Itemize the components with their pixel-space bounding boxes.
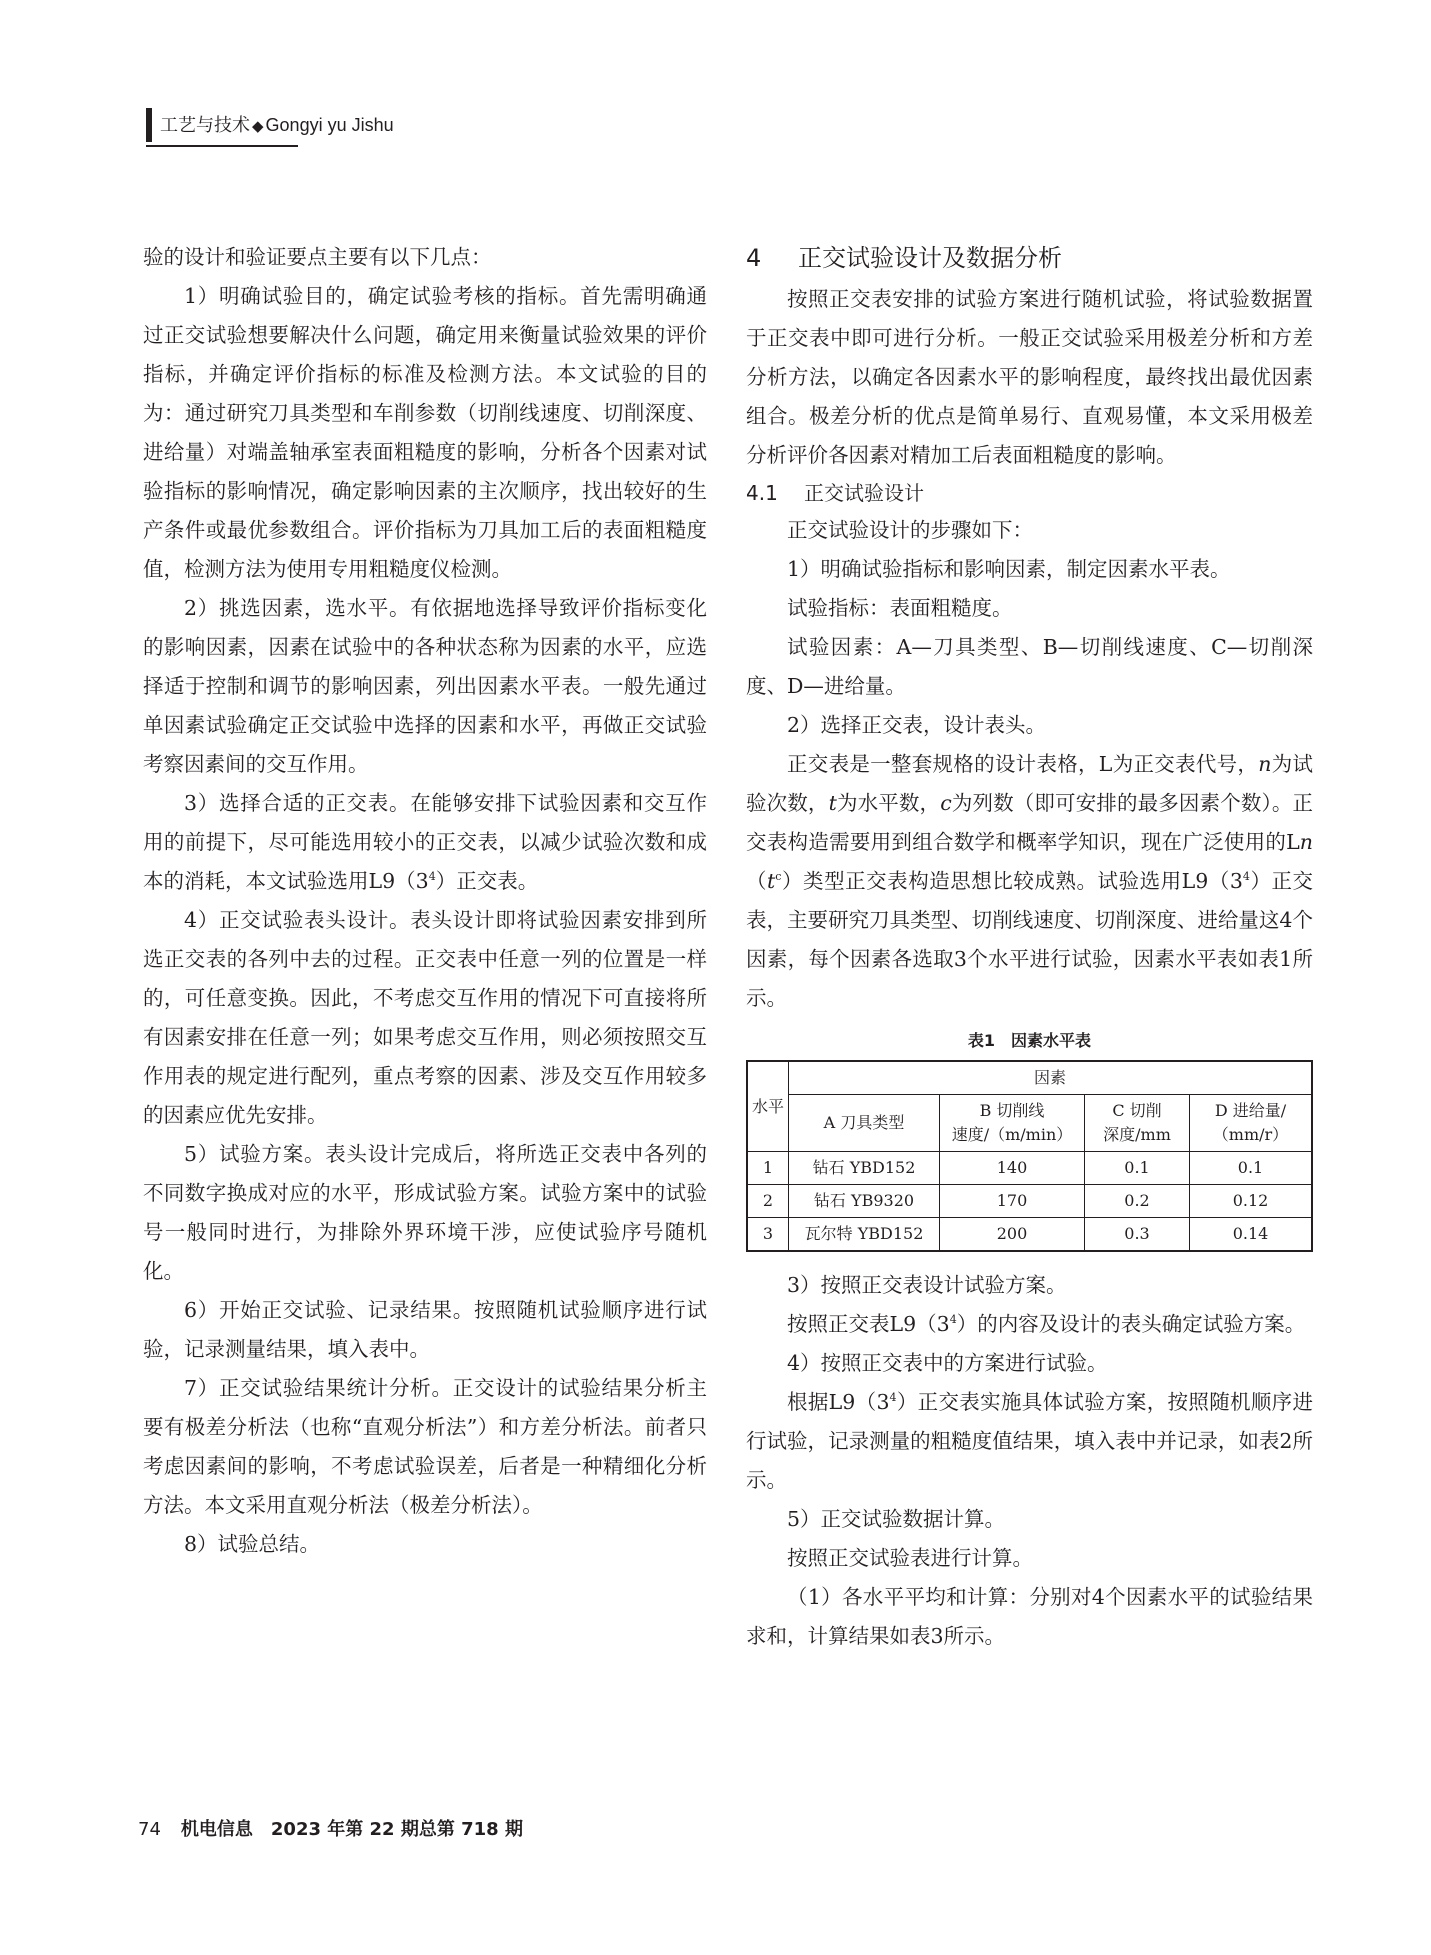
header-d-line1: D 进给量/ (1214, 1101, 1287, 1120)
text-run: ）类型正交表构造思想比较成熟。试验选用L9（3 (781, 869, 1243, 893)
table-cell: 2 (747, 1185, 789, 1218)
text-run: 为水平数， (836, 791, 941, 815)
variable: t (828, 791, 837, 815)
paragraph: 4）按照正交表中的方案进行试验。 (787, 1351, 1108, 1375)
text-run: 正交表是一整套规格的设计表格，L为正交表代号， (787, 752, 1259, 776)
paragraph: 正交试验设计的步骤如下： (787, 518, 1033, 542)
factor-level-table (746, 1060, 1313, 1252)
journal-info: 机电信息 2023 年第 22 期总第 718 期 (180, 1819, 523, 1840)
running-header (146, 108, 394, 142)
variable: t (767, 869, 776, 893)
header-factor: 因素 (789, 1061, 1313, 1095)
text-run: ）正交表，主要研究刀具类型、切削线速度、切削深度、进给量这4个因素，每个因素各选取3个水平进行试验，因素水平表如表1所示。 (746, 869, 1314, 1010)
paragraph: 验的设计和验证要点主要有以下几点： (143, 245, 492, 269)
paragraph: 1）明确试验目的，确定试验考核的指标。首先需明确通过正交试验想要解决什么问题，确定用来衡量试验效果的评价指标，并确定评价指标的标准及检测方法。本文试验的目的为：通过研究刀具类型和车削参数（切削线速度、切削深度、进给量）对端盖轴承室表面粗糙度的影响，分析各个因素对试验指标的影响情况，确定影响因素的主次顺序，找出较好的生产条件或最优参数组合。评价指标为刀具加工后的表面粗糙度值，检测方法为使用专用粗糙度仪检测。 (143, 284, 707, 581)
paragraph: 6）开始正交试验、记录结果。按照随机试验顺序进行试验，记录测量结果，填入表中。 (143, 1298, 707, 1361)
variable: n (1258, 752, 1272, 776)
text-run: ）的内容及设计的表头确定试验方案。 (956, 1312, 1306, 1336)
header-d (1190, 1095, 1313, 1152)
section-heading (746, 238, 1313, 278)
paragraph: 8）试验总结。 (184, 1532, 321, 1556)
diamond-icon: ◆ (252, 117, 264, 135)
paragraph: 5）试验方案。表头设计完成后，将所选正交表中各列的不同数字换成对应的水平，形成试验方案。试验方案中的试验号一般同时进行，为排除外界环境干涉，应使试验序号随机化。 (143, 1142, 707, 1283)
header-text (160, 111, 394, 137)
paragraph: 7）正交试验结果统计分析。正交设计的试验结果分析主要有极差分析法（也称“直观分析法”）和方差分析法。前者只考虑因素间的影响，不考虑试验误差，后者是一种精细化分析方法。本文采用直观分析法（极差分析法）。 (143, 1376, 707, 1517)
header-c-line1: C 切削 (1112, 1101, 1162, 1120)
header-section-en: Gongyi yu Jishu (265, 115, 394, 135)
subsection-heading (746, 475, 1313, 511)
paragraph: 5）正交试验数据计算。 (787, 1507, 1006, 1531)
header-rule (146, 145, 298, 147)
text-run: 根据L9（3 (787, 1390, 890, 1414)
left-column (143, 238, 707, 1564)
table-cell: 钻石 YB9320 (789, 1185, 940, 1218)
header-b-line1: B 切削线 (979, 1101, 1045, 1120)
table-cell: 0.14 (1190, 1218, 1313, 1252)
paragraph: 3）按照正交表设计试验方案。 (787, 1273, 1067, 1297)
paragraph (746, 745, 1313, 1018)
right-column (746, 238, 1313, 1656)
text-run: 3）选择合适的正交表。在能够安排下试验因素和交互作用的前提下，尽可能选用较小的正交表，以减少试验次数和成本的消耗，本文试验选用L9（3 (143, 791, 707, 893)
text-run: ）正交表实施具体试验方案，按照随机顺序进行试验，记录测量的粗糙度值结果，填入表中并记录，如表2所示。 (746, 1390, 1313, 1492)
header-b-line2: 速度/（m/min） (951, 1125, 1073, 1144)
table-cell: 瓦尔特 YBD152 (789, 1218, 940, 1252)
table-header-row (747, 1061, 1312, 1095)
superscript: 4 (889, 1391, 897, 1405)
table-cell: 0.3 (1085, 1218, 1190, 1252)
page-footer (138, 1815, 523, 1841)
text-run: （ (746, 869, 768, 893)
paragraph: 试验因素：A—刀具类型、B—切削线速度、C—切削深度、D—进给量。 (746, 635, 1313, 698)
superscript: c (775, 870, 782, 884)
table-row (747, 1185, 1312, 1218)
table-cell: 0.1 (1085, 1152, 1190, 1185)
table-cell: 钻石 YBD152 (789, 1152, 940, 1185)
table-header-row (747, 1095, 1312, 1152)
page-number: 74 (138, 1819, 161, 1840)
table-cell: 140 (940, 1152, 1085, 1185)
text-run: 为列数（即可安排的最多因素个数）。正交表构造需要用到组合数学和概率学知识，现在广泛使用的L (746, 791, 1314, 854)
subsection-title: 正交试验设计 (804, 481, 924, 505)
header-c-line2: 深度/mm (1103, 1125, 1171, 1144)
header-section-cn: 工艺与技术 (160, 115, 250, 136)
table-cell: 1 (747, 1152, 789, 1185)
paragraph: 1）明确试验指标和影响因素，制定因素水平表。 (787, 557, 1231, 581)
paragraph: 按照正交表安排的试验方案进行随机试验，将试验数据置于正交表中即可进行分析。一般正交试验采用极差分析和方差分析方法，以确定各因素水平的影响程度，最终找出最优因素组合。极差分析的优点是简单易行、直观易懂，本文采用极差分析评价各因素对精加工后表面粗糙度的影响。 (746, 287, 1313, 467)
superscript: 4 (1242, 870, 1250, 884)
section-title: 正交试验设计及数据分析 (798, 244, 1062, 272)
variable: c (940, 791, 952, 815)
paragraph: 2）选择正交表，设计表头。 (787, 713, 1047, 737)
table-cell: 3 (747, 1218, 789, 1252)
text-run: 为试验次数， (746, 752, 1313, 815)
table-cell: 0.1 (1190, 1152, 1313, 1185)
paragraph (143, 784, 707, 901)
table-row (747, 1152, 1312, 1185)
section-number: 4 (746, 244, 762, 272)
paragraph: （1）各水平平均和计算：分别对4个因素水平的试验结果求和，计算结果如表3所示。 (746, 1585, 1313, 1648)
paragraph (746, 1305, 1313, 1344)
header-level: 水平 (747, 1061, 789, 1152)
subsection-number: 4.1 (746, 481, 778, 505)
superscript: 4 (949, 1313, 957, 1327)
header-bar (146, 108, 152, 142)
header-c (1085, 1095, 1190, 1152)
table-title: 表1 因素水平表 (967, 1031, 1092, 1050)
text-run: ）正交表。 (435, 869, 539, 893)
paragraph: 2）挑选因素，选水平。有依据地选择导致评价指标变化的影响因素，因素在试验中的各种状态称为因素的水平，应选择适于控制和调节的影响因素，列出因素水平表。一般先通过单因素试验确定正交试验中选择的因素和水平，再做正交试验考察因素间的交互作用。 (143, 596, 707, 776)
paragraph (746, 1383, 1313, 1500)
table-cell: 170 (940, 1185, 1085, 1218)
superscript: 4 (428, 870, 436, 884)
table-cell: 200 (940, 1218, 1085, 1252)
header-b (940, 1095, 1085, 1152)
table-cell: 0.12 (1190, 1185, 1313, 1218)
paragraph: 4）正交试验表头设计。表头设计即将试验因素安排到所选正交表的各列中去的过程。正交表中任意一列的位置是一样的，可任意变换。因此，不考虑交互作用的情况下可直接将所有因素安排在任意一列；如果考虑交互作用，则必须按照交互作用表的规定进行配列，重点考察的因素、涉及交互作用较多的因素应优先安排。 (143, 908, 707, 1127)
text-run: 按照正交表L9（3 (787, 1312, 950, 1336)
paragraph: 试验指标：表面粗糙度。 (787, 596, 1013, 620)
paragraph: 按照正交试验表进行计算。 (787, 1546, 1033, 1570)
table-cell: 0.2 (1085, 1185, 1190, 1218)
header-d-line2: （mm/r） (1212, 1125, 1289, 1144)
header-a: A 刀具类型 (789, 1095, 940, 1152)
variable: n (1299, 830, 1313, 854)
table-row (747, 1218, 1312, 1252)
